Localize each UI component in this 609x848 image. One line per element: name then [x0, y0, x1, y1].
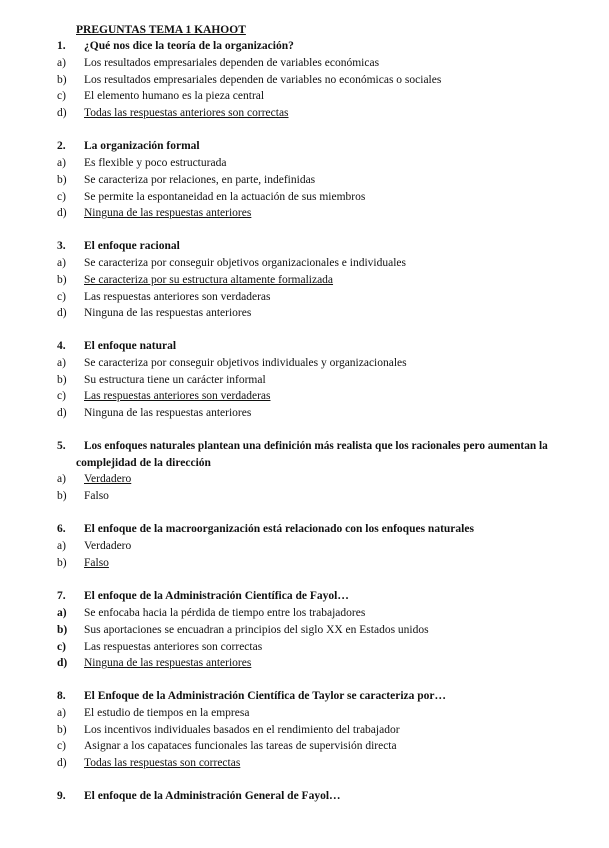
- option-text-correct: Falso: [84, 557, 109, 569]
- option-letter: d): [57, 307, 67, 319]
- question-number: 9.: [57, 790, 66, 802]
- option-letter: b): [57, 374, 67, 386]
- document-title: PREGUNTAS TEMA 1 KAHOOT: [76, 24, 246, 36]
- question-text: El enfoque natural: [84, 340, 177, 352]
- option-letter: d): [57, 407, 67, 419]
- option-text: Se caracteriza por conseguir objetivos individuales y organizacionales: [84, 357, 407, 369]
- option-text: Se permite la espontaneidad en la actuación de sus miembros: [84, 191, 366, 203]
- option-letter: a): [57, 57, 66, 69]
- option-letter: c): [57, 291, 66, 303]
- option-letter: d): [57, 757, 67, 769]
- question-number: 8.: [57, 690, 66, 702]
- question-text-continued: complejidad de la dirección: [76, 457, 211, 469]
- option-letter: d): [57, 207, 67, 219]
- option-letter: b): [57, 490, 67, 502]
- option-text: Los incentivos individuales basados en el rendimiento del trabajador: [84, 724, 400, 736]
- option-letter: b): [57, 274, 67, 286]
- question-number: 6.: [57, 523, 66, 535]
- question-number: 7.: [57, 590, 66, 602]
- option-letter: a): [57, 707, 66, 719]
- option-letter: a): [57, 540, 66, 552]
- option-text: Los resultados empresariales dependen de variables económicas: [84, 57, 380, 69]
- option-letter: a): [57, 157, 66, 169]
- question-number: 3.: [57, 240, 66, 252]
- option-letter: a): [57, 357, 66, 369]
- option-text: Falso: [84, 490, 109, 502]
- option-letter: b): [57, 724, 67, 736]
- option-letter: a): [57, 257, 66, 269]
- option-letter: a): [57, 607, 67, 619]
- option-text: Verdadero: [84, 540, 132, 552]
- option-letter: b): [57, 557, 67, 569]
- option-text: Se caracteriza por relaciones, en parte, indefinidas: [84, 174, 316, 186]
- option-text: Las respuestas anteriores son verdaderas: [84, 291, 271, 303]
- question-number: 2.: [57, 140, 66, 152]
- option-text-correct: Verdadero: [84, 473, 132, 485]
- option-letter: c): [57, 90, 66, 102]
- option-text: Sus aportaciones se encuadran a principios del siglo XX en Estados unidos: [84, 624, 429, 636]
- question-text: El enfoque de la macroorganización está relacionado con los enfoques naturales: [84, 523, 474, 535]
- option-text-correct: Ninguna de las respuestas anteriores: [84, 207, 252, 219]
- option-letter: d): [57, 657, 68, 669]
- question-text: El enfoque racional: [84, 240, 180, 252]
- question-number: 4.: [57, 340, 66, 352]
- option-text: Las respuestas anteriores son correctas: [84, 641, 263, 653]
- option-text: El elemento humano es la pieza central: [84, 90, 265, 102]
- option-letter: b): [57, 174, 67, 186]
- option-letter: c): [57, 191, 66, 203]
- question-number: 5.: [57, 440, 66, 452]
- option-text-correct: Todas las respuestas anteriores son correctas: [84, 107, 289, 119]
- option-text: El estudio de tiempos en la empresa: [84, 707, 250, 719]
- option-text: Es flexible y poco estructurada: [84, 157, 227, 169]
- question-text: La organización formal: [84, 140, 200, 152]
- question-text: El enfoque de la Administración General de Fayol…: [84, 790, 341, 802]
- question-text: El Enfoque de la Administración Científica de Taylor se caracteriza por…: [84, 690, 447, 702]
- option-text: Se enfocaba hacia la pérdida de tiempo entre los trabajadores: [84, 607, 366, 619]
- option-text-correct: Todas las respuestas son correctas: [84, 757, 241, 769]
- option-letter: b): [57, 74, 67, 86]
- option-letter: b): [57, 624, 68, 636]
- option-text: Ninguna de las respuestas anteriores: [84, 307, 252, 319]
- option-text-correct: Se caracteriza por su estructura altamente formalizada: [84, 274, 334, 286]
- option-letter: c): [57, 740, 66, 752]
- question-text: El enfoque de la Administración Científica de Fayol…: [84, 590, 349, 602]
- option-letter: a): [57, 473, 66, 485]
- option-letter: c): [57, 390, 66, 402]
- question-text: ¿Qué nos dice la teoría de la organización?: [84, 40, 294, 52]
- question-number: 1.: [57, 40, 66, 52]
- option-text: Asignar a los capataces funcionales las tareas de supervisión directa: [84, 740, 397, 752]
- option-letter: c): [57, 641, 66, 653]
- question-text: Los enfoques naturales plantean una definición más realista que los racionales pero aumentan la: [84, 440, 548, 452]
- option-text-correct: Las respuestas anteriores son verdaderas: [84, 390, 271, 402]
- option-text: Su estructura tiene un carácter informal: [84, 374, 266, 386]
- option-text: Ninguna de las respuestas anteriores: [84, 407, 252, 419]
- option-letter: d): [57, 107, 67, 119]
- option-text: Los resultados empresariales dependen de variables no económicas o sociales: [84, 74, 442, 86]
- option-text: Se caracteriza por conseguir objetivos organizacionales e individuales: [84, 257, 406, 269]
- option-text-correct: Ninguna de las respuestas anteriores: [84, 657, 252, 669]
